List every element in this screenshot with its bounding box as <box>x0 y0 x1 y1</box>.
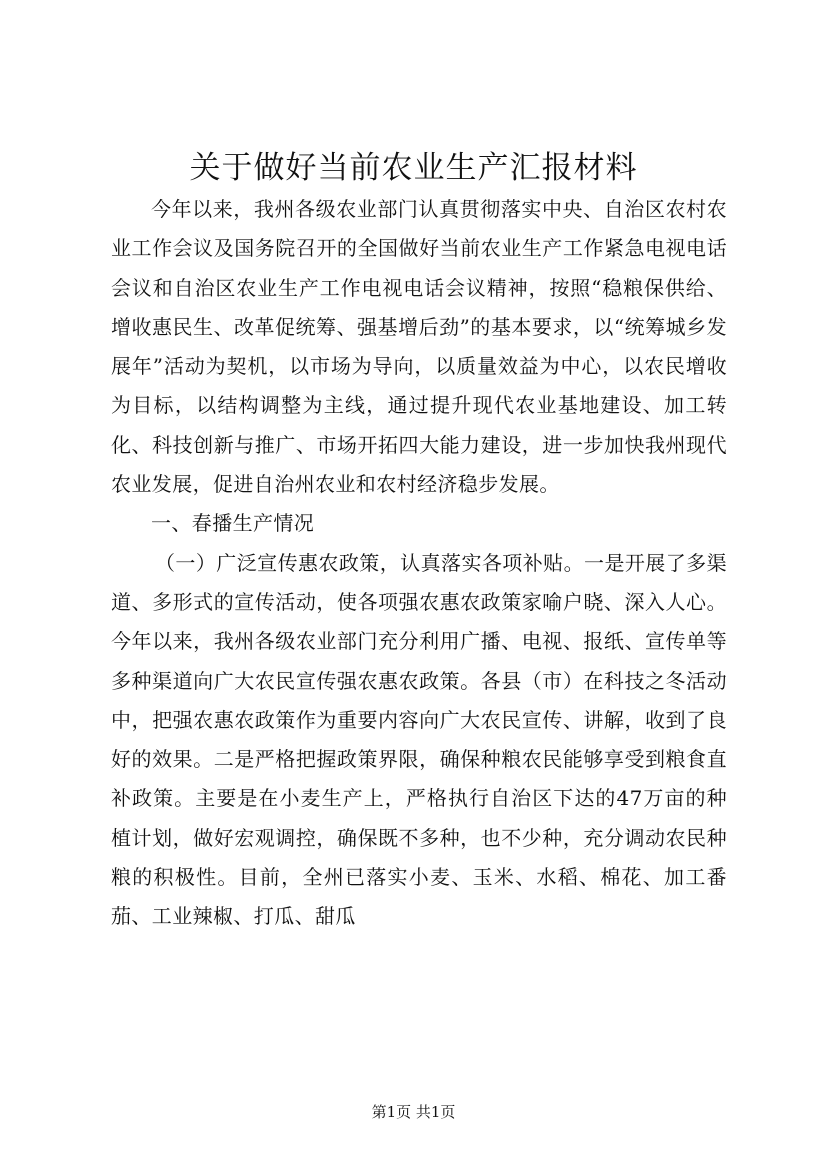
document-body <box>111 190 727 937</box>
paragraph-intro: 今年以来，我州各级农业部门认真贯彻落实中央、自治区农村农业工作会议及国务院召开的全国做好当前农业生产工作紧急电视电话会议和自治区农业生产工作电视电话会议精神，按照“稳粮保供给、增收惠民生、改革促统筹、强基增后劲”的基本要求，以“统筹城乡发展年”活动为契机，以市场为导向，以质量效益为中心，以农民增收为目标，以结构调整为主线，通过提升现代农业基地建设、加工转化、科技创新与推广、市场开拓四大能力建设，进一步加快我州现代农业发展，促进自治州农业和农村经济稳步发展。 <box>111 197 727 497</box>
section-heading: 一、春播生产情况 <box>151 511 315 536</box>
paragraph-subsection: （一）广泛宣传惠农政策，认真落实各项补贴。一是开展了多渠道、多形式的宣传活动，使各项强农惠农政策家喻户晓、深入人心。今年以来，我州各级农业部门充分利用广播、电视、报纸、宣传单等多种渠道向广大农民宣传强农惠农政策。各县（市）在科技之冬活动中，把强农惠农政策作为重要内容向广大农民宣传、讲解，收到了良好的效果。二是严格把握政策界限，确保种粮农民能够享受到粮食直补政策。主要是在小麦生产上，严格执行自治区下达的47万亩的种植计划，做好宏观调控，确保既不多种，也不少种，充分调动农民种粮的积极性。目前，全州已落实小麦、玉米、水稻、棉花、加工番茄、工业辣椒、打瓜、甜瓜 <box>111 550 727 929</box>
document-title: 关于做好当前农业生产汇报材料 <box>189 150 638 186</box>
page-footer: 第1页 共1页 <box>371 1103 456 1121</box>
